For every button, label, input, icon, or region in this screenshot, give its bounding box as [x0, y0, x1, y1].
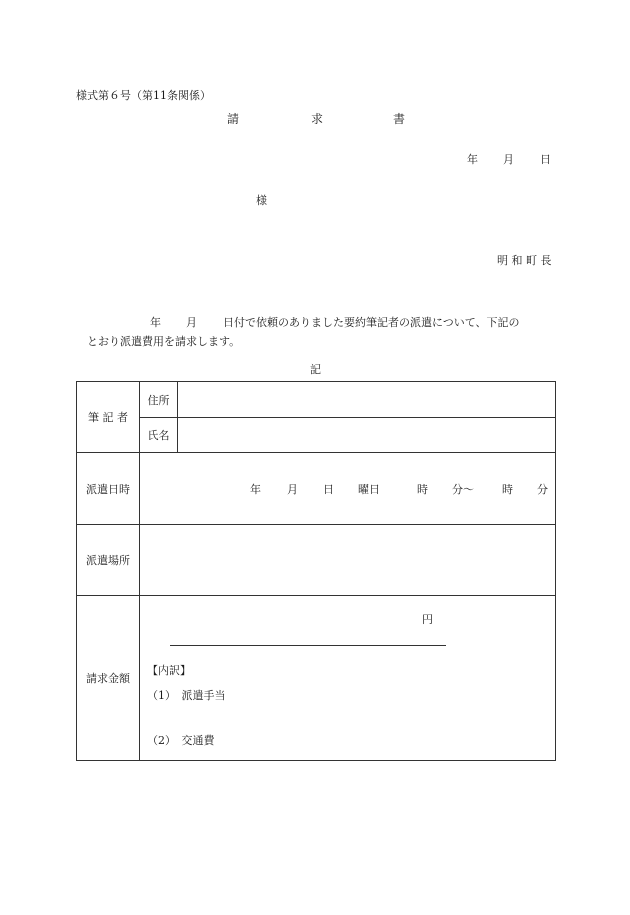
breakdown-heading: 【内訳】	[147, 664, 191, 677]
datetime-label: 派遣日時	[77, 453, 140, 525]
title-char-1: 請	[227, 112, 240, 126]
address-field[interactable]	[178, 382, 556, 418]
amount-label: 請求金額	[77, 596, 140, 761]
address-label: 住所	[140, 382, 178, 418]
breakdown-item-allowance: （1） 派遣手当	[147, 689, 226, 702]
title-char-2: 求	[311, 112, 324, 126]
dt-month: 月	[287, 483, 298, 496]
writer-label: 筆 記 者	[77, 382, 140, 453]
dt-minute-start: 分～	[452, 483, 474, 496]
dt-day: 日	[323, 483, 334, 496]
yen-unit: 円	[422, 613, 433, 626]
body-month: 月	[186, 316, 197, 329]
name-label: 氏名	[140, 418, 178, 453]
request-form-table	[76, 381, 556, 761]
dt-year: 年	[250, 483, 261, 496]
addressee-suffix: 様	[256, 194, 267, 207]
place-label: 派遣場所	[77, 525, 140, 596]
ki-label: 記	[310, 363, 321, 376]
date-year: 年	[467, 153, 478, 166]
dt-weekday: 曜日	[358, 483, 380, 496]
body-line2: とおり派遣費用を請求します。	[87, 335, 241, 348]
title-char-3: 書	[393, 112, 406, 126]
breakdown-item-transport: （2） 交通費	[147, 734, 215, 747]
date-month: 月	[503, 153, 514, 166]
datetime-field[interactable]	[140, 453, 556, 525]
issuer: 明 和 町 長	[497, 254, 552, 267]
name-field[interactable]	[178, 418, 556, 453]
dt-hour-start: 時	[417, 483, 428, 496]
dt-hour-end: 時	[502, 483, 513, 496]
form-number: 様式第６号（第11条関係）	[76, 89, 211, 102]
amount-underline	[170, 645, 446, 646]
amount-field[interactable]	[140, 596, 556, 761]
date-day: 日	[540, 153, 551, 166]
place-field[interactable]	[140, 525, 556, 596]
dt-minute-end: 分	[537, 483, 548, 496]
body-year: 年	[150, 316, 161, 329]
body-line1: 日付で依頼のありました要約筆記者の派遣について、下記の	[223, 316, 520, 329]
